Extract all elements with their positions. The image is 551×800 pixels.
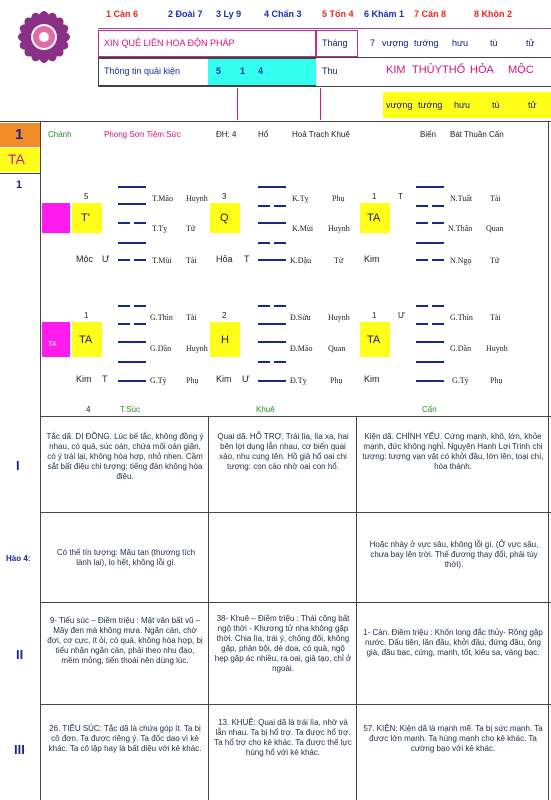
col1-top-line2-gz: T.Tỵ: [152, 224, 168, 233]
section-I-col2: Quai dã. HỖ TRỢ. Trái lìa, lìa xa, hai bên lợi dụng lẫn nhau, cơ biến quai xảo, nhu cung tên. Hồ giả hổ oai chi tượng: con cáo nhờ oai con hổ.: [217, 432, 349, 471]
state-1: vượng: [382, 38, 409, 48]
trigram-6[interactable]: 6 Khảm 1: [364, 9, 405, 19]
col2-top-line1-rel: Phụ: [332, 194, 345, 203]
col2-top-box-label: Q: [220, 212, 229, 224]
section-III-label: III: [14, 742, 25, 757]
col1-top-line2-rel: Tử: [186, 224, 196, 233]
col2-top-elem: Hỏa: [216, 254, 233, 264]
col3-top-line1-gz: N.Tuất: [450, 194, 473, 203]
col1-bottom-box-label: TA: [79, 334, 93, 346]
col1-bottom-num: 1: [84, 311, 89, 320]
trigram-row: [98, 0, 551, 30]
col3-top-line3-rel: Tử: [490, 256, 500, 265]
col1-side-mark: [42, 203, 70, 233]
grid-left-border: [40, 121, 41, 800]
state2-2: tướng: [418, 100, 443, 110]
col3-top-line3-gz: N.Ngọ: [450, 256, 472, 265]
ho-label: Hổ: [258, 130, 269, 139]
col2-top-line1-gz: K.Tỵ: [292, 194, 309, 203]
col2-bottom-box-label: H: [221, 334, 229, 346]
col2-bottom-line1-rel: Huynh: [328, 313, 350, 322]
bien-name: Bát Thuần Cấn: [450, 130, 504, 139]
col3-top-num: 1: [372, 192, 377, 201]
month-label: Tháng: [322, 38, 348, 48]
trigram-5[interactable]: 5 Tốn 4: [322, 9, 354, 19]
col1-top-elem: Mộc: [76, 254, 94, 264]
col3-top-line1-rel: Tài: [490, 194, 501, 203]
row-label: 1: [16, 179, 23, 191]
col3-bottom-line2-rel: Huynh: [486, 344, 508, 353]
col3-bottom-num: 1: [372, 311, 377, 320]
col1-bottom-line3-gz: G.Tý: [150, 376, 167, 385]
badge-text: TA: [8, 151, 25, 167]
hao-col3: Hoặc nhảy ở vực sâu, không lỗi gì. (Ở vực sâu, chưa bay lên trời. Thế đương thay đổi, phải tùy thời).: [369, 540, 539, 569]
bien-label: Biến: [420, 130, 437, 139]
col2-bottom-num: 2: [222, 311, 227, 320]
info-value-3: 4: [258, 66, 264, 76]
state2-5: tử: [528, 100, 537, 110]
col1-top-num: 5: [84, 192, 89, 201]
col2-bottom-line1-gz: Đ.Sửu: [290, 313, 311, 322]
col3-top-line2-rel: Quan: [486, 224, 504, 233]
col1-bottom-line1-rel: Tài: [186, 313, 197, 322]
state-3: hưu: [452, 38, 469, 48]
col2-bottom-line3-rel: Phụ: [330, 376, 343, 385]
section-III-col2: 13. KHUÊ: Quai dã là trái lìa, nhờ và lẫn nhau. Ta bị hổ trợ. Ta được hổ trợ. Ta hổ trợ cho kẻ khác. Ta được thế lực hùng hổ với kẻ khác.: [214, 718, 352, 757]
state-2: tướng: [414, 38, 439, 48]
col2-footer-name: Khuê: [256, 405, 275, 414]
day-label: Thu: [322, 66, 338, 76]
col2-top-num: 3: [222, 192, 227, 201]
col1-bottom-side-tag: TA: [48, 341, 57, 348]
state2-1: vượng: [386, 100, 413, 110]
col1-footer-num: 4: [86, 405, 91, 414]
ho-name: Hoả Trạch Khuê: [292, 130, 350, 139]
col3-bottom-u: Ư: [398, 311, 405, 320]
col3-bottom-elem: Kim: [364, 374, 380, 384]
col3-bottom-line1-rel: Tài: [490, 313, 501, 322]
col3-bottom-line3-rel: Phụ: [490, 376, 503, 385]
info-label: Thông tin quải kiện: [104, 66, 181, 76]
col3-top-box-label: TA: [367, 212, 381, 224]
element-1: KIM: [386, 64, 406, 76]
col2-bottom-line2-gz: Đ.Mão: [290, 344, 313, 353]
state2-4: tù: [492, 100, 500, 110]
info-value-1: 5: [216, 66, 222, 76]
element-5: MỘC: [508, 64, 534, 76]
col3-bottom-line3-gz: G.Tý: [452, 376, 469, 385]
col3-footer-name: Cấn: [422, 405, 437, 414]
col3-bottom-box-label: TA: [367, 334, 381, 346]
col2-top-line2-rel: Huynh: [328, 224, 350, 233]
dh-label: ĐH: 4: [216, 130, 237, 139]
hao-label: Hào 4:: [6, 554, 31, 563]
trigram-3[interactable]: 3 Ly 9: [216, 9, 242, 19]
col3-top-elem: Kim: [364, 254, 380, 264]
col1-bottom-line1-gz: G.Thìn: [150, 313, 173, 322]
chanh-label: Chánh: [48, 130, 72, 139]
col1-top-box-label: T': [81, 212, 90, 224]
col1-bottom-tag: T: [102, 374, 108, 384]
trigram-4[interactable]: 4 Chấn 3: [264, 9, 302, 19]
badge-number: 1: [15, 126, 24, 143]
element-2: THỦY: [412, 64, 442, 76]
state2-3: hưu: [454, 100, 471, 110]
col2-bottom-tag: Ư: [242, 374, 250, 384]
col3-top-t: T: [398, 192, 403, 201]
col2-top-line3-gz: K.Dậu: [290, 256, 312, 265]
state-4: tù: [490, 38, 498, 48]
month-value: 7: [370, 38, 376, 48]
section-III-col3: 57. KIỆN: Kiện dã là mạnh mẽ. Ta bị sức mạnh. Ta được lớn mạnh. Ta hùng mạnh cho kẻ khác. Ta cường bạo với kẻ khác.: [363, 724, 543, 753]
section-II-col2: 38- Khuê – Điềm triệu : Thái công bất ngộ thời - Khương tử nha không gặp thời. Chia lìa, trái ý, chống đối, không gặp, phản bội, dè dọa, có quả, ngộ hẹp gặp ác nhiều, ra oai, giả tạo, chỉ ở ngoài.: [214, 614, 352, 673]
section-III-col1: 26. TIỂU SÚC: Tắc dã là chứa góp ít. Ta bị cô đơn. Ta được riêng ý. Ta đốc dao vì kẻ khác. Ta cô lập hay là bất diệu với kẻ khác.: [48, 724, 202, 753]
col1-top-tag: Ư: [102, 254, 110, 264]
section-I-col3: Kiện dã. CHÍNH YẾU. Cứng mạnh, khô, lớn, khỏe mạnh, đức không nghỉ. Nguyên Hanh Lợi Trinh chi tượng: tượng vạn vật có khởi đầu, lớn lên, toại chí, hóa thành.: [362, 432, 544, 471]
lotus-logo-icon: [8, 2, 80, 72]
col2-bottom-elem: Kim: [216, 374, 232, 384]
element-3: THỔ: [442, 64, 466, 76]
trigram-8[interactable]: 8 Khôn 2: [474, 9, 513, 19]
col1-top-line1-gz: T.Mão: [152, 194, 173, 203]
col1-footer-name: T.Súc: [120, 405, 141, 414]
element-4: HỎA: [470, 64, 494, 76]
section-II-col1: 9- Tiểu súc – Điềm triệu : Mật vân bất vũ – Mây đen mà không mưa. Ngăn cản, chờ đợi, cơ cực, ít ỏi, có quả, không hòa hợp, bị tiểu nhân ngăn cản, phải theo nhu đạo, mềm mỏng, tiến thoái nên dùng lúc.: [47, 616, 203, 665]
section-I-label: I: [16, 458, 20, 473]
col1-bottom-line3-rel: Phụ: [186, 376, 199, 385]
hao-col1: Có thế tín tượng: Mâu tan (thương tích lành lại), lo hết, không lỗi gì.: [56, 548, 196, 567]
trigram-1[interactable]: 1 Càn 6: [106, 9, 139, 19]
section-II-col3: 1- Càn. Điềm triệu : Khốn long đắc thủy- Rồng gặp nước. Dấu tiên, lần đầu, khởi đầu, đứng đầu, ông già, đầu bạc, cứng, mạnh, tốt, kiêu sa, vàng bạc.: [363, 628, 543, 657]
section-I-col1: Tắc dã. DỊ ĐỒNG. Lúc bế tắc, không đồng ý nhau, có quả, súc oán, chứa mối oán giận, có ý trái lại, không hòa hợp, nhỏ nhen. Cầm sắt bất điệu chi tượng: tiếng đàn không hòa điệu.: [46, 432, 204, 481]
col1-top-line1-rel: Huynh: [186, 194, 208, 203]
logo: [8, 2, 80, 72]
col3-top-line2-gz: N.Thân: [448, 224, 473, 233]
col2-top-tag: T: [244, 254, 250, 264]
col1-top-line3-rel: Tài: [186, 256, 197, 265]
col2-top-line3-rel: Tử: [334, 256, 344, 265]
section-II-label: II: [16, 647, 24, 662]
info-value-2: 1: [240, 66, 246, 76]
col1-bottom-side-mark: [42, 322, 70, 357]
chanh-name: Phong Sơn Tiệm Sức: [104, 130, 181, 139]
col1-bottom-line2-rel: Huynh: [186, 344, 208, 353]
col3-bottom-line1-gz: G.Thìn: [450, 313, 473, 322]
trigram-7[interactable]: 7 Cấn 8: [414, 9, 447, 19]
col3-bottom-line2-gz: G.Dần: [450, 344, 472, 353]
col1-top-line3-gz: T.Mùi: [152, 256, 172, 265]
col1-bottom-line2-gz: G.Dần: [150, 344, 172, 353]
col2-top-line2-gz: K.Mùi: [292, 224, 314, 233]
trigram-2[interactable]: 2 Đoài 7: [168, 9, 203, 19]
header-title: XIN QUẺ LIÊN HOA ĐỘN PHÁP: [104, 38, 235, 48]
col2-bottom-line3-gz: Đ.Tỵ: [290, 376, 307, 385]
col1-bottom-elem: Kim: [76, 374, 92, 384]
state-5: tử: [526, 38, 535, 48]
col2-bottom-line2-rel: Quan: [328, 344, 346, 353]
